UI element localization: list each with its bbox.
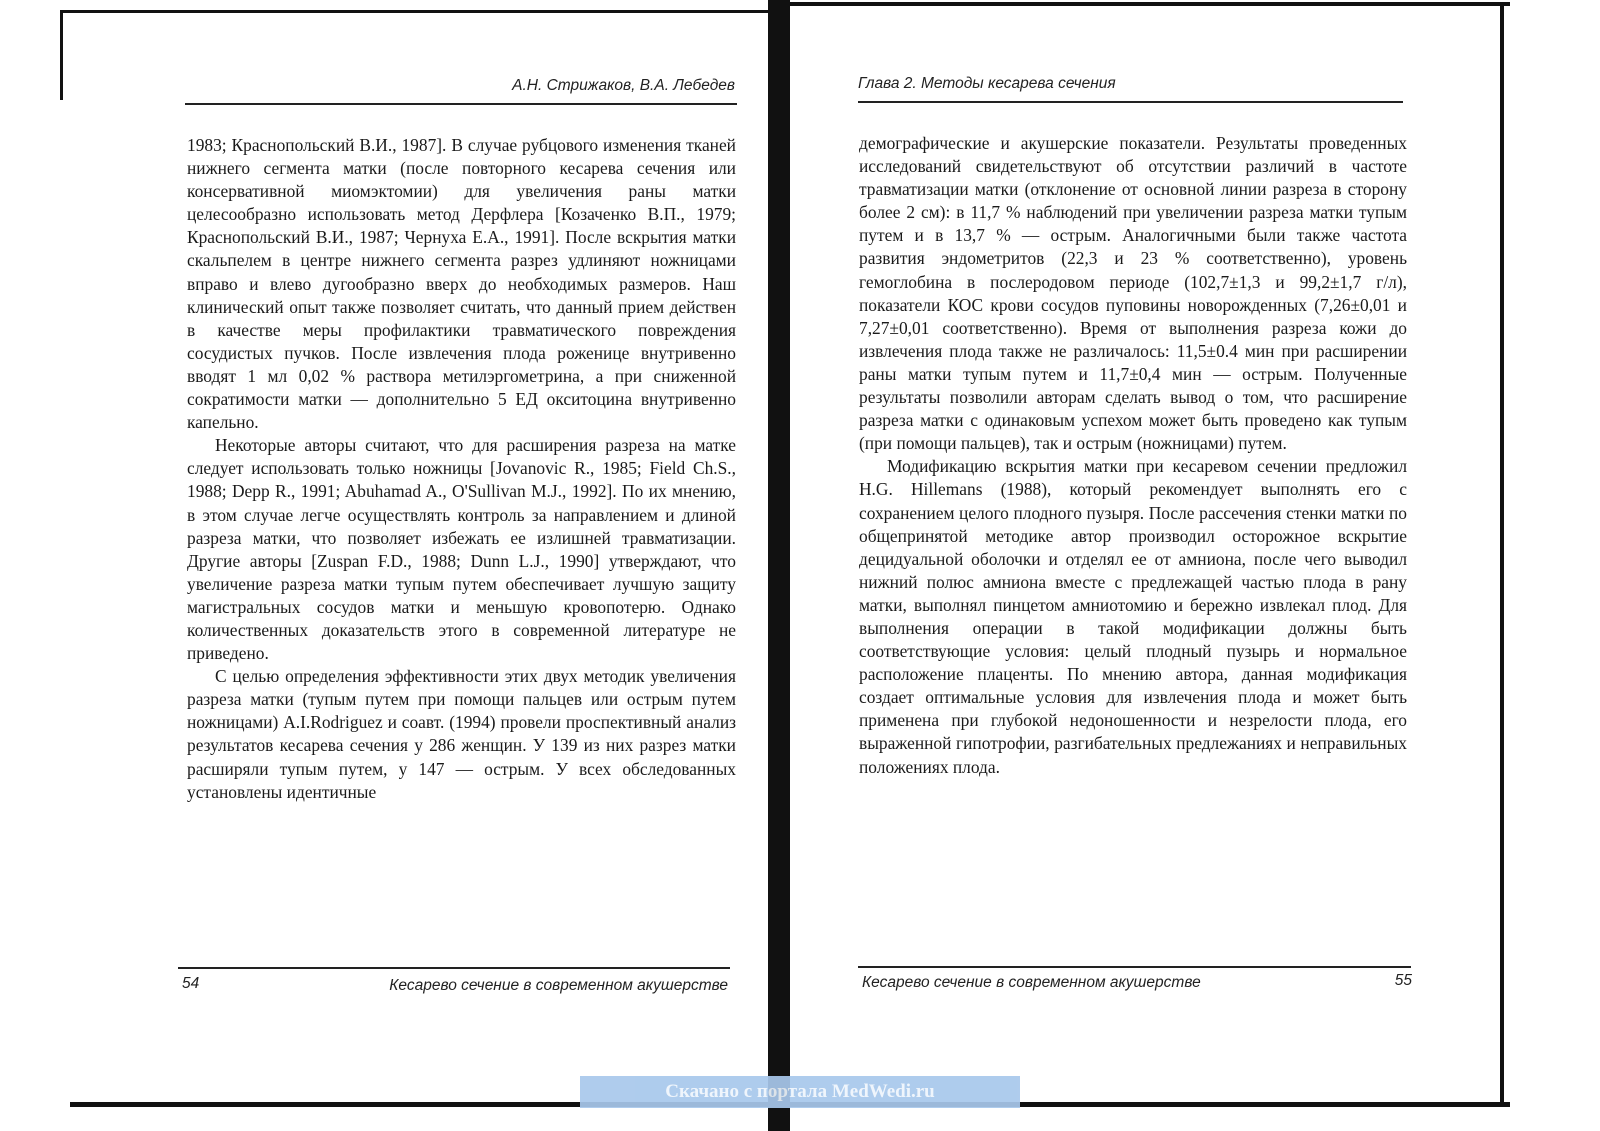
left-paragraph-3: С целью определения эффективности этих двух методик увеличения разреза матки (тупым путем при помощи пальцев или острым путем ножницами) A.I.Rodriguez и соавт. (1994) провели проспективный анализ результатов кесарева сечения у 286 женщин. У 139 из них разрез матки расширяли тупым путем, у 147 — острым. У всех обследованных установлены идентичные — [187, 666, 736, 802]
right-running-head: Глава 2. Методы кесарева сечения — [858, 75, 1116, 92]
right-paragraph-2: Модификацию вскрытия матки при кесаревом сечении предложил H.G. Hillemans (1988), который рекомендует выполнять его с сохранением целого плодного пузыря. После рассечения стенки матки по общепринятой методике автор производил осторожное вскрытие децидуальной оболочки и отделял ее от амниона, после чего выводил нижний полюс амниона вместе с предлежащей частью плода в рану матки, выполнял пинцетом амниотомию и бережно извлекал плод. Для выполнения операции в такой модификации должны быть соответствующие условия: целый плодный пузырь и нормальное расположение плаценты. По мнению автора, данная модификация создает оптимальные условия для извлечения плода и может быть применена при глубокой недоношенности и незрелости плода, его выраженной гипотрофии, разгибательных предлежаниях и неправильных положениях плода. — [859, 456, 1407, 777]
book-spine-shadow — [768, 0, 790, 1131]
scan-edge-right — [1500, 2, 1504, 1102]
right-page-number: 55 — [1394, 972, 1412, 989]
right-footer-rule — [858, 966, 1411, 968]
right-paragraph-1: демографические и акушерские показатели. Результаты проведенных исследований свидетельствуют об отсутствии различий в частоте травматизации матки (отклонение от основной линии разреза в сторону более 2 см): в 11,7 % наблюдений при увеличении разреза матки тупым путем и в 13,7 % — острым. Аналогичными были также частота развития эндометритов (22,3 и 23 % соответственно), уровень гемоглобина в послеродовом периоде (102,7±1,3 и 99,2±1,7 г/л), показатели КОС крови сосудов пуповины новорожденных (7,26±0,01 и 7,27±0,01 соответственно). Время от выполнения разреза кожи до извлечения плода также не различалось: 11,5±0.4 мин при расширении раны матки тупым путем и 11,7±0,4 мин — острым. Полученные результаты позволили авторам сделать вывод о том, что расширение разреза матки с одинаковым успехом может быть проведено как тупым (при помощи пальцев), так и острым (ножницами) путем. — [859, 133, 1407, 454]
scan-edge-top-left — [60, 10, 780, 13]
left-page-number: 54 — [182, 975, 200, 992]
left-body-text — [187, 134, 736, 804]
left-footer-rule — [178, 967, 730, 969]
right-footer-title: Кесарево сечение в современном акушерстве — [862, 974, 1201, 991]
left-paragraph-2: Некоторые авторы считают, что для расширения разреза на матке следует использовать только ножницы [Jovanovic R., 1985; Field Ch.S., 1988; Depp R., 1991; Abuhamad A., O'Sullivan M.J., 1992]. По их мнению, в этом случае легче осуществлять контроль за направлением и длиной разреза матки, что позволяет избежать ее излишней травматизации. Другие авторы [Zuspan F.D., 1988; Dunn L.J., 1990] утверждают, что увеличение разреза матки тупым путем обеспечивает лучшую защиту магистральных сосудов матки и меньшую кровопотерю. Однако количественных доказательств этого в современной литературе не приведено. — [187, 435, 736, 664]
left-footer-title: Кесарево сечение в современном акушерстве — [389, 977, 728, 994]
scan-edge-left — [60, 10, 63, 100]
left-running-head: А.Н. Стрижаков, В.А. Лебедев — [512, 77, 735, 94]
download-watermark: Скачано с портала MedWedi.ru — [580, 1076, 1020, 1108]
left-header-rule — [185, 103, 737, 105]
right-header-rule — [858, 101, 1403, 103]
left-paragraph-1: 1983; Краснопольский В.И., 1987]. В случае рубцового изменения тканей нижнего сегмента матки (после повторного кесарева сечения или консервативной миомэктомии) для увеличения раны матки целесообразно использовать метод Дерфлера [Козаченко В.П., 1979; Краснопольский В.И., 1987; Чернуха Е.А., 1991]. После вскрытия матки скальпелем в центре нижнего сегмента разрез удлиняют ножницами вправо и влево дугообразно вверх до необходимых размеров. Наш клинический опыт также позволяет считать, что данный прием действен в качестве меры профилактики травматического повреждения сосудистых пучков. После извлечения плода роженице внутривенно вводят 1 мл 0,02 % раствора метилэргометрина, а при сниженной сократимости матки — дополнительно 5 ЕД окситоцина внутривенно капельно. — [187, 135, 736, 433]
scan-edge-top-right — [790, 2, 1510, 6]
right-body-text — [859, 132, 1407, 779]
